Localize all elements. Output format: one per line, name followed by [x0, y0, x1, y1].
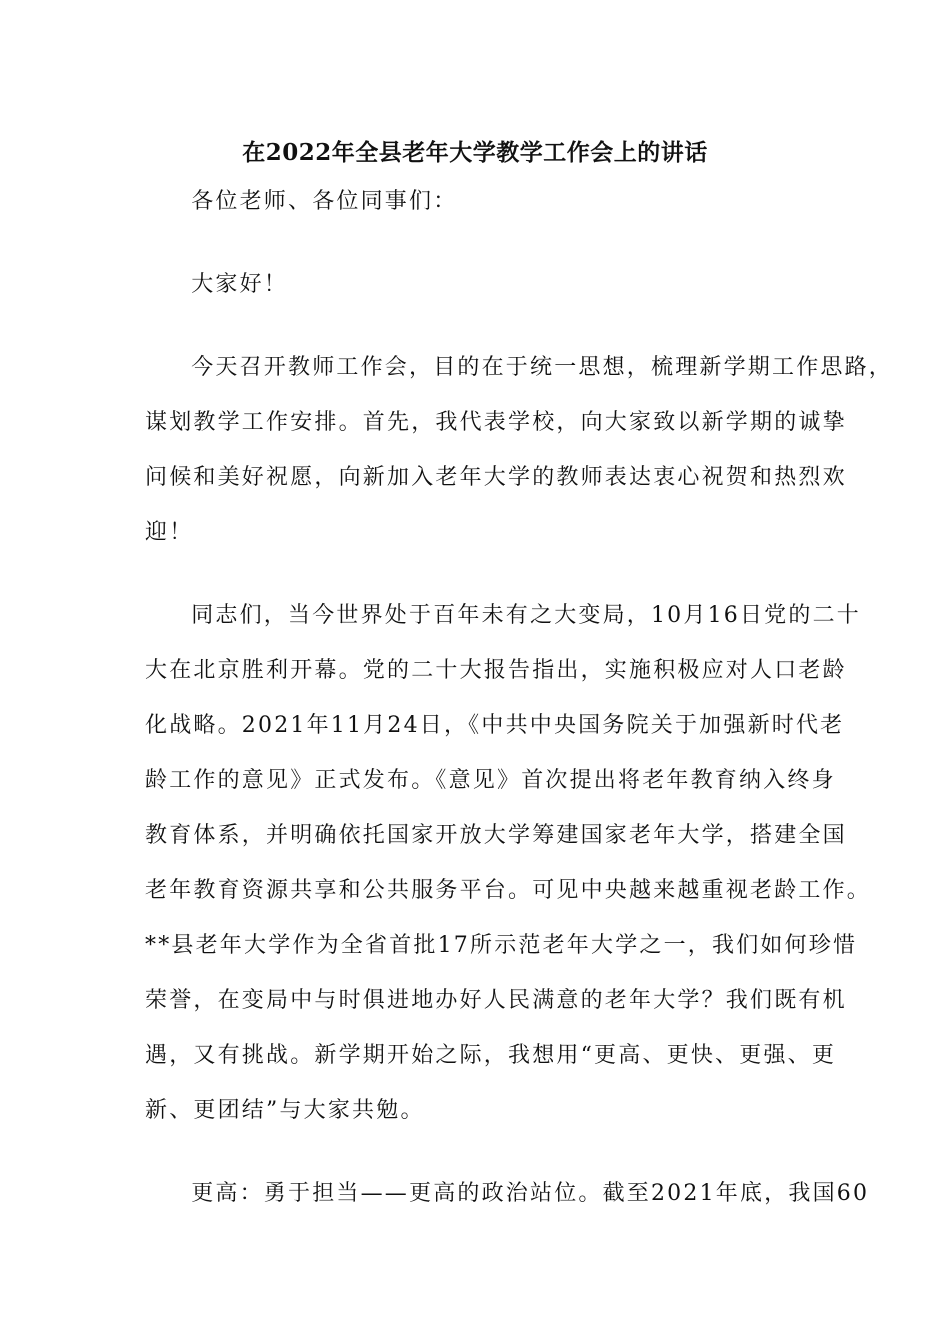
paragraph-line: **县老年大学作为全省首批17所示范老年大学之一，我们如何珍惜 [145, 933, 858, 958]
paragraph-line: 迎！ [145, 520, 194, 545]
paragraph-line: 老年教育资源共享和公共服务平台。可见中央越来越重视老龄工作。 [145, 878, 872, 903]
paragraph-line: 问候和美好祝愿，向新加入老年大学的教师表达衷心祝贺和热烈欢 [145, 465, 847, 490]
paragraph-line: 大在北京胜利开幕。党的二十大报告指出，实施积极应对人口老龄 [145, 658, 847, 683]
paragraph-1 [145, 340, 893, 560]
document-body [145, 174, 893, 1221]
paragraph-line: 遇，又有挑战。新学期开始之际，我想用“更高、更快、更强、更 [145, 1043, 837, 1068]
paragraph-line: 教育体系，并明确依托国家开放大学筹建国家老年大学，搭建全国 [145, 823, 847, 848]
paragraph-3 [145, 1166, 870, 1221]
paragraph-2 [145, 588, 872, 1138]
paragraph-line: 同志们，当今世界处于百年未有之大变局，10月16日党的二十 [191, 603, 861, 628]
paragraph-line: 化战略。2021年11月24日，《中共中央国务院关于加强新时代老 [145, 713, 845, 738]
document-title: 在2022年全县老年大学教学工作会上的讲话 [242, 139, 708, 166]
paragraph-line: 龄工作的意见》正式发布。《意见》首次提出将老年教育纳入终身 [145, 768, 836, 793]
paragraph-line: 谋划教学工作安排。首先，我代表学校，向大家致以新学期的诚挚 [145, 410, 847, 435]
greeting: 大家好！ [191, 272, 288, 297]
salutation: 各位老师、各位同事们： [191, 189, 458, 214]
paragraph-line: 荣誉，在变局中与时俱进地办好人民满意的老年大学？我们既有机 [145, 988, 847, 1013]
paragraph-line: 更高：勇于担当——更高的政治站位。截至2021年底，我国60 [191, 1181, 870, 1206]
paragraph-line: 今天召开教师工作会，目的在于统一思想，梳理新学期工作思路， [191, 355, 893, 380]
paragraph-line: 新、更团结”与大家共勉。 [145, 1098, 425, 1123]
